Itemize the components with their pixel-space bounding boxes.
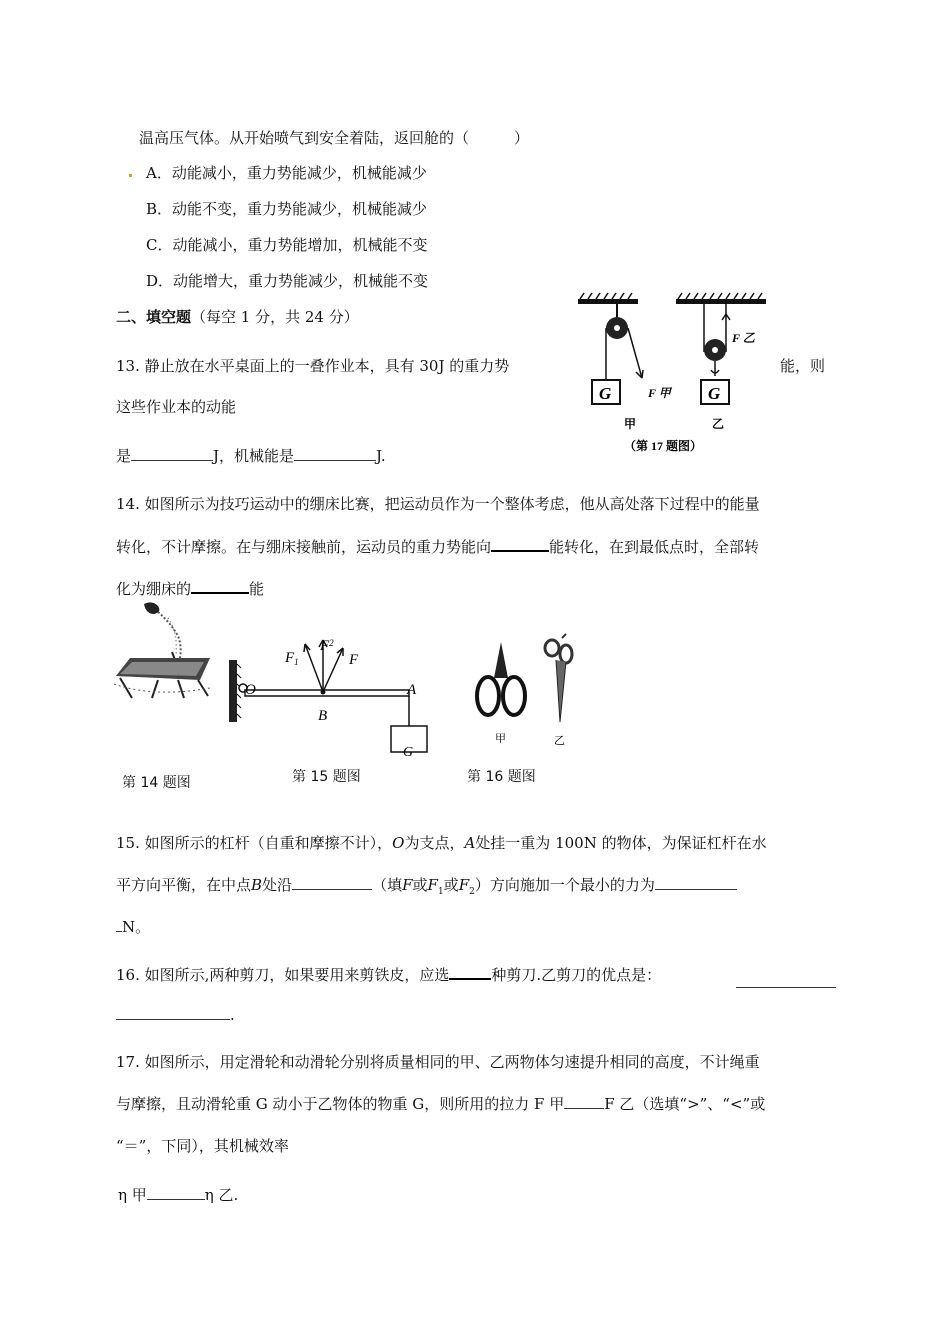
q15-f2: F bbox=[458, 876, 470, 894]
q13-line1-end: 能，则 bbox=[780, 357, 826, 375]
q14-text-b: 能转化，在到最低点时，全部转 bbox=[549, 538, 760, 556]
fig16-scissors-jia bbox=[477, 642, 525, 715]
fig15-lever bbox=[225, 630, 440, 760]
q14-blank-2[interactable] bbox=[191, 578, 249, 594]
fig15-label-a: A bbox=[407, 682, 417, 698]
q17-blank-efficiency[interactable] bbox=[147, 1185, 205, 1200]
fig16-scissors bbox=[466, 632, 586, 752]
fig17-f-left: F 甲 bbox=[648, 386, 671, 400]
q15-a: A bbox=[464, 834, 476, 852]
q13-blank-mechanical[interactable] bbox=[294, 446, 376, 461]
q15-line3 bbox=[116, 917, 150, 937]
fig15-label-o: O bbox=[245, 682, 256, 698]
q16-line2 bbox=[116, 1005, 235, 1025]
q15-text-d: 平方向平衡，在中点 bbox=[116, 876, 252, 894]
q14-blank-1[interactable] bbox=[491, 536, 549, 552]
fig15-wall bbox=[229, 660, 237, 722]
fig14-trampoline bbox=[110, 598, 215, 710]
q16-blank-advantage[interactable] bbox=[736, 973, 836, 988]
q14-line1: 14. 如图所示为技巧运动中的绷床比赛，把运动员作为一个整体考虑，他从高处落下过程中的能量 bbox=[116, 495, 760, 513]
q14-text-a: 转化，不计摩擦。在与绷床接触前，运动员的重力势能向 bbox=[116, 538, 492, 556]
q12-stem-tail: 温高压气体。从开始喷气到安全着陆，返回舱的（ ） bbox=[139, 129, 530, 147]
q17-text-b: F 乙（选填“>”、“<”或 bbox=[604, 1095, 766, 1113]
q15-blank-force[interactable] bbox=[655, 875, 737, 890]
fig15-bar bbox=[245, 690, 409, 696]
fig17-label-left: 甲 bbox=[624, 417, 637, 431]
fig17-label-right: 乙 bbox=[712, 417, 725, 431]
fig16-label-jia: 甲 bbox=[495, 733, 506, 745]
fig15-label-f2: $F^2$ bbox=[320, 638, 334, 654]
q15-f1: F bbox=[427, 876, 438, 894]
q13-line3 bbox=[116, 446, 386, 466]
q15-line2 bbox=[116, 875, 737, 902]
q15-f: F bbox=[402, 876, 413, 894]
q15-text-h: N。 bbox=[122, 918, 151, 936]
fig17-pulleys bbox=[572, 292, 772, 462]
q15-or-1: 或 bbox=[412, 876, 428, 894]
fig17-f-right: F 乙 bbox=[732, 331, 755, 345]
section-note: （每空 1 分，共 24 分） bbox=[191, 308, 359, 326]
q15-f2-sub: 2 bbox=[469, 887, 475, 897]
fig15-label-b: B bbox=[318, 708, 328, 724]
q17-line3: “＝”，下同），其机械效率 bbox=[116, 1137, 289, 1155]
q17-blank-force[interactable] bbox=[564, 1094, 604, 1109]
fig17-caption: （第 17 题图） bbox=[624, 439, 703, 453]
fig15-caption: 第 15 题图 bbox=[292, 769, 361, 785]
q17-text-c: η 甲 bbox=[118, 1186, 147, 1204]
q16-text-a: 16. 如图所示,两种剪刀，如果要用来剪铁皮，应选 bbox=[116, 966, 450, 984]
q12-option-a: A．动能减小，重力势能减少，机械能减少 bbox=[146, 164, 427, 182]
q12-option-d: D．动能增大，重力势能减少，机械能不变 bbox=[146, 272, 429, 290]
q16-line1 bbox=[116, 964, 661, 985]
fig17-g-right: G bbox=[708, 384, 721, 403]
q17-text-d: η 乙. bbox=[204, 1186, 239, 1204]
stray-dot bbox=[129, 174, 132, 177]
q16-text-b: 种剪刀.乙剪刀的优点是： bbox=[491, 966, 662, 984]
q13-text-a: 是 bbox=[116, 447, 132, 465]
q14-text-c: 化为绷床的 bbox=[116, 580, 192, 598]
q15-line1 bbox=[116, 833, 767, 853]
q15-text-f: （填 bbox=[372, 876, 403, 894]
fig15-arrow-f bbox=[323, 648, 343, 692]
fig15-label-f: F bbox=[349, 652, 359, 668]
q15-o: O bbox=[392, 834, 405, 852]
q14-text-d: 能 bbox=[249, 580, 265, 598]
q14-line2 bbox=[116, 536, 759, 557]
section-title: 二、填空题 bbox=[116, 308, 192, 326]
section-heading bbox=[116, 307, 359, 327]
q17-line2 bbox=[116, 1094, 765, 1114]
q17-line4 bbox=[118, 1185, 238, 1205]
q17-text-a: 与摩擦，且动滑轮重 G 动小于乙物体的物重 G，则所用的拉力 F 甲 bbox=[116, 1095, 565, 1113]
q13-text-c: J. bbox=[376, 447, 386, 465]
fig16-label-yi: 乙 bbox=[554, 735, 565, 747]
fig15-label-f1: $F_1$ bbox=[285, 650, 299, 667]
fig17-g-left: G bbox=[599, 384, 612, 403]
fig17-right-ceiling bbox=[676, 293, 766, 304]
fig15-label-g: G bbox=[403, 745, 414, 760]
q13-line1: 13. 静止放在水平桌面上的一叠作业本，具有 30J 的重力势 bbox=[116, 357, 510, 375]
fig17-left-ceiling bbox=[578, 293, 638, 304]
q17-line1: 17. 如图所示，用定滑轮和动滑轮分别将质量相同的甲、乙两物体匀速提升相同的高度，不计绳重 bbox=[116, 1053, 760, 1071]
q12-option-c: C．动能减小，重力势能增加，机械能不变 bbox=[146, 236, 428, 254]
q13-text-b: J，机械能是 bbox=[213, 447, 295, 465]
q12-option-b: B．动能不变，重力势能减少，机械能减少 bbox=[146, 200, 428, 218]
q16-blank-advantage-cont[interactable] bbox=[116, 1005, 230, 1020]
q14-line3 bbox=[116, 578, 264, 599]
q15-b: B bbox=[251, 876, 263, 894]
q13-blank-kinetic[interactable] bbox=[131, 446, 213, 461]
q15-text-g: ）方向施加一个最小的力为 bbox=[474, 876, 655, 894]
q16-text-c: . bbox=[230, 1006, 235, 1024]
q15-text-e: 处沿 bbox=[262, 876, 293, 894]
q15-blank-direction[interactable] bbox=[292, 875, 372, 890]
fig16-caption: 第 16 题图 bbox=[467, 769, 536, 785]
fig16-scissors-yi bbox=[545, 634, 572, 722]
q15-text-c: 处挂一重为 100N 的物体，为保证杠杆在水 bbox=[475, 834, 767, 852]
q15-or-2: 或 bbox=[443, 876, 459, 894]
q16-blank-choice[interactable] bbox=[449, 964, 491, 980]
q15-f1-sub: 1 bbox=[437, 887, 444, 897]
q15-text-a: 15. 如图所示的杠杆（自重和摩擦不计）， bbox=[116, 834, 393, 852]
q13-line2: 这些作业本的动能 bbox=[116, 398, 237, 416]
q15-text-b: 为支点， bbox=[404, 834, 465, 852]
fig14-caption: 第 14 题图 bbox=[122, 775, 191, 791]
